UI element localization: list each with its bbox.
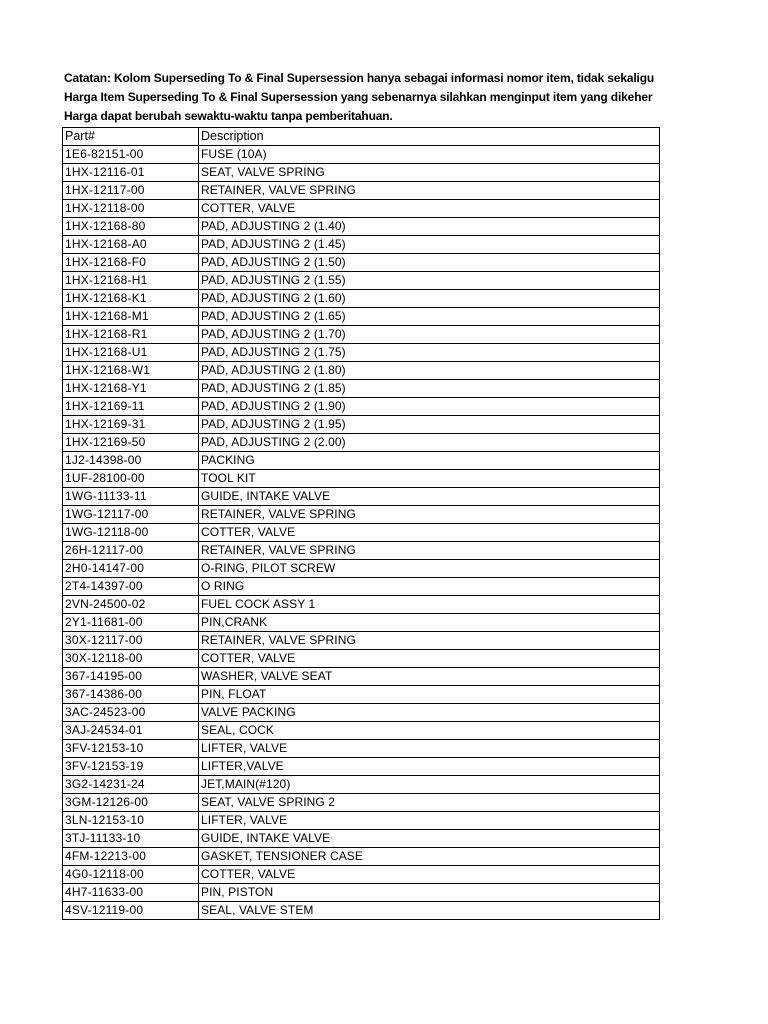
description-cell: PAD, ADJUSTING 2 (2.00): [199, 434, 660, 452]
table-row: [63, 812, 660, 830]
table-row: [63, 272, 660, 290]
table-row: [63, 848, 660, 866]
part-number-cell: 367-14195-00: [63, 668, 199, 686]
part-number-cell: 1HX-12168-Y1: [63, 380, 199, 398]
part-number-cell: 1J2-14398-00: [63, 452, 199, 470]
part-number-cell: 1HX-12168-R1: [63, 326, 199, 344]
table-row: [63, 236, 660, 254]
table-row: [63, 704, 660, 722]
description-cell: PAD, ADJUSTING 2 (1.95): [199, 416, 660, 434]
description-cell: PAD, ADJUSTING 2 (1.45): [199, 236, 660, 254]
description-cell: PIN,CRANK: [199, 614, 660, 632]
part-number-cell: 1WG-12118-00: [63, 524, 199, 542]
table-row: [63, 344, 660, 362]
description-cell: LIFTER, VALVE: [199, 812, 660, 830]
description-cell: COTTER, VALVE: [199, 866, 660, 884]
table-row: [63, 254, 660, 272]
description-cell: PIN, PISTON: [199, 884, 660, 902]
description-cell: FUSE (10A): [199, 146, 660, 164]
description-cell: COTTER, VALVE: [199, 524, 660, 542]
table-row: [63, 416, 660, 434]
part-number-cell: 1HX-12169-11: [63, 398, 199, 416]
description-cell: JET,MAIN(#120): [199, 776, 660, 794]
table-row: [63, 830, 660, 848]
table-row: [63, 794, 660, 812]
description-cell: RETAINER, VALVE SPRING: [199, 182, 660, 200]
part-number-cell: 1HX-12168-H1: [63, 272, 199, 290]
part-number-cell: 2VN-24500-02: [63, 596, 199, 614]
description-cell: PAD, ADJUSTING 2 (1.70): [199, 326, 660, 344]
parts-table: [62, 127, 660, 920]
part-number-cell: 1HX-12169-31: [63, 416, 199, 434]
part-number-cell: 1HX-12116-01: [63, 164, 199, 182]
table-row: [63, 308, 660, 326]
table-row: [63, 452, 660, 470]
table-row: [63, 686, 660, 704]
table-row: [63, 866, 660, 884]
description-cell: COTTER, VALVE: [199, 650, 660, 668]
description-cell: PAD, ADJUSTING 2 (1.60): [199, 290, 660, 308]
description-cell: LIFTER, VALVE: [199, 740, 660, 758]
part-number-cell: 1HX-12169-50: [63, 434, 199, 452]
table-row: [63, 182, 660, 200]
description-cell: PAD, ADJUSTING 2 (1.50): [199, 254, 660, 272]
description-cell: SEAT, VALVE SPRING: [199, 164, 660, 182]
description-cell: PAD, ADJUSTING 2 (1.75): [199, 344, 660, 362]
description-cell: SEAL, COCK: [199, 722, 660, 740]
part-number-cell: 1E6-82151-00: [63, 146, 199, 164]
part-number-cell: 4FM-12213-00: [63, 848, 199, 866]
description-cell: O-RING, PILOT SCREW: [199, 560, 660, 578]
part-number-cell: 1HX-12168-F0: [63, 254, 199, 272]
table-row: [63, 902, 660, 920]
description-cell: PAD, ADJUSTING 2 (1.65): [199, 308, 660, 326]
table-row: [63, 506, 660, 524]
table-row: [63, 470, 660, 488]
part-number-cell: 30X-12117-00: [63, 632, 199, 650]
table-row: [63, 668, 660, 686]
table-row: [63, 578, 660, 596]
description-cell: PIN, FLOAT: [199, 686, 660, 704]
part-number-cell: 1HX-12168-U1: [63, 344, 199, 362]
table-row: [63, 200, 660, 218]
table-row: [63, 560, 660, 578]
description-cell: WASHER, VALVE SEAT: [199, 668, 660, 686]
table-row: [63, 542, 660, 560]
table-row: [63, 650, 660, 668]
table-row: [63, 290, 660, 308]
description-cell: SEAT, VALVE SPRING 2: [199, 794, 660, 812]
part-number-cell: 367-14386-00: [63, 686, 199, 704]
description-cell: COTTER, VALVE: [199, 200, 660, 218]
parts-table-body: [63, 146, 660, 920]
part-number-cell: 3AC-24523-00: [63, 704, 199, 722]
table-row: [63, 758, 660, 776]
part-number-cell: 3FV-12153-10: [63, 740, 199, 758]
part-number-cell: 1UF-28100-00: [63, 470, 199, 488]
description-cell: PAD, ADJUSTING 2 (1.80): [199, 362, 660, 380]
part-number-cell: 2H0-14147-00: [63, 560, 199, 578]
notes-block: [64, 69, 658, 126]
header-description: Description: [199, 128, 660, 146]
table-row: [63, 326, 660, 344]
part-number-cell: 4SV-12119-00: [63, 902, 199, 920]
part-number-cell: 30X-12118-00: [63, 650, 199, 668]
note-line-1: Catatan: Kolom Superseding To & Final Supersession hanya sebagai informasi nomor item, tidak sekaligu: [64, 71, 655, 85]
description-cell: RETAINER, VALVE SPRING: [199, 506, 660, 524]
table-row: [63, 632, 660, 650]
table-row: [63, 884, 660, 902]
description-cell: RETAINER, VALVE SPRING: [199, 632, 660, 650]
note-line-3: Harga dapat berubah sewaktu-waktu tanpa pemberitahuan.: [64, 109, 393, 123]
table-row: [63, 722, 660, 740]
description-cell: PAD, ADJUSTING 2 (1.40): [199, 218, 660, 236]
table-row: [63, 218, 660, 236]
part-number-cell: 3TJ-11133-10: [63, 830, 199, 848]
description-cell: PAD, ADJUSTING 2 (1.55): [199, 272, 660, 290]
table-row: [63, 398, 660, 416]
description-cell: GASKET, TENSIONER CASE: [199, 848, 660, 866]
table-row: [63, 740, 660, 758]
part-number-cell: 4G0-12118-00: [63, 866, 199, 884]
table-row: [63, 434, 660, 452]
part-number-cell: 3LN-12153-10: [63, 812, 199, 830]
description-cell: FUEL COCK ASSY 1: [199, 596, 660, 614]
description-cell: TOOL KIT: [199, 470, 660, 488]
description-cell: GUIDE, INTAKE VALVE: [199, 830, 660, 848]
part-number-cell: 1WG-12117-00: [63, 506, 199, 524]
table-row: [63, 362, 660, 380]
table-row: [63, 614, 660, 632]
part-number-cell: 1HX-12117-00: [63, 182, 199, 200]
table-row: [63, 380, 660, 398]
part-number-cell: 3GM-12126-00: [63, 794, 199, 812]
table-row: [63, 524, 660, 542]
description-cell: VALVE PACKING: [199, 704, 660, 722]
part-number-cell: 2T4-14397-00: [63, 578, 199, 596]
table-row: [63, 776, 660, 794]
table-row: [63, 488, 660, 506]
description-cell: LIFTER,VALVE: [199, 758, 660, 776]
description-cell: O RING: [199, 578, 660, 596]
description-cell: PACKING: [199, 452, 660, 470]
note-line-2: Harga Item Superseding To & Final Supersession yang sebenarnya silahkan menginput item yang dikeher: [64, 90, 653, 104]
table-row: [63, 164, 660, 182]
part-number-cell: 1WG-11133-11: [63, 488, 199, 506]
table-row: [63, 596, 660, 614]
part-number-cell: 26H-12117-00: [63, 542, 199, 560]
part-number-cell: 1HX-12118-00: [63, 200, 199, 218]
part-number-cell: 3AJ-24534-01: [63, 722, 199, 740]
description-cell: SEAL, VALVE STEM: [199, 902, 660, 920]
part-number-cell: 1HX-12168-K1: [63, 290, 199, 308]
description-cell: GUIDE, INTAKE VALVE: [199, 488, 660, 506]
table-row: [63, 146, 660, 164]
part-number-cell: 1HX-12168-M1: [63, 308, 199, 326]
part-number-cell: 1HX-12168-80: [63, 218, 199, 236]
description-cell: RETAINER, VALVE SPRING: [199, 542, 660, 560]
part-number-cell: 1HX-12168-W1: [63, 362, 199, 380]
part-number-cell: 4H7-11633-00: [63, 884, 199, 902]
part-number-cell: 3FV-12153-19: [63, 758, 199, 776]
part-number-cell: 1HX-12168-A0: [63, 236, 199, 254]
part-number-cell: 2Y1-11681-00: [63, 614, 199, 632]
table-header-row: [63, 128, 660, 146]
header-part-number: Part#: [63, 128, 199, 146]
description-cell: PAD, ADJUSTING 2 (1.85): [199, 380, 660, 398]
description-cell: PAD, ADJUSTING 2 (1.90): [199, 398, 660, 416]
part-number-cell: 3G2-14231-24: [63, 776, 199, 794]
